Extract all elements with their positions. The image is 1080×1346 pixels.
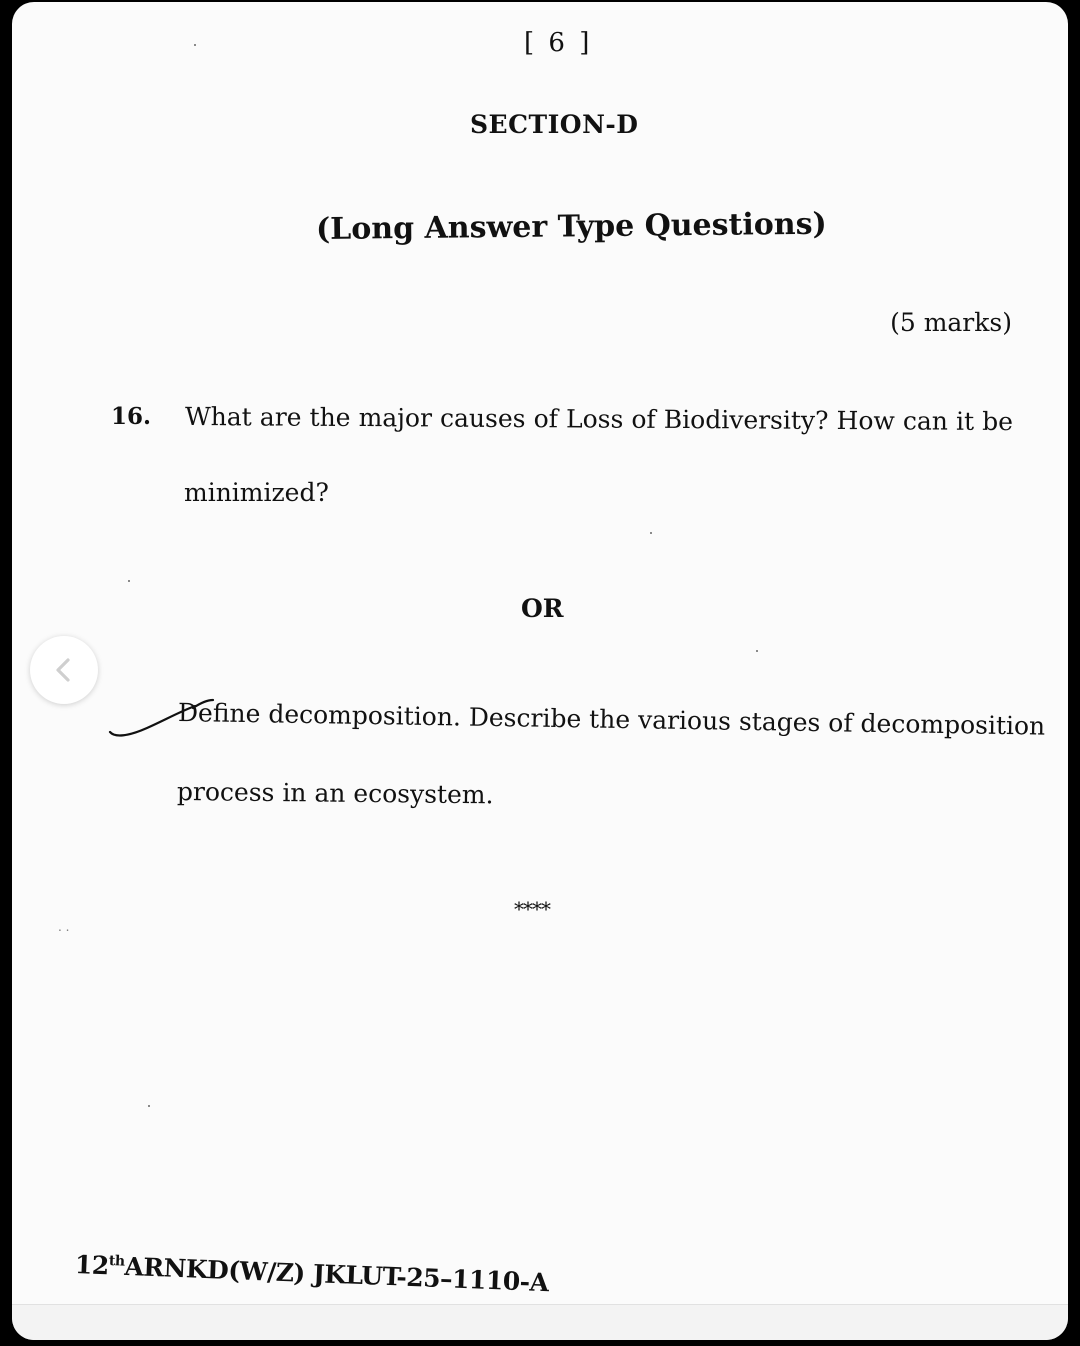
scan-speck [650, 532, 652, 534]
alternative-question-line1: Define decomposition. Describe the various stages of decomposition [177, 698, 1046, 741]
marks-label: (5 marks) [890, 308, 1012, 337]
scan-speck [194, 44, 196, 46]
scan-speck [128, 580, 130, 582]
section-title: SECTION-D [470, 110, 639, 139]
document-page [12, 2, 1068, 1340]
scan-speck: . . [58, 920, 70, 934]
section-subtitle: (Long Answer Type Questions) [315, 206, 827, 247]
footer-prefix: 12 [74, 1250, 110, 1281]
footer-superscript: th [108, 1252, 125, 1270]
scan-speck [148, 1105, 150, 1107]
previous-page-button[interactable] [30, 636, 98, 704]
alternative-question-line2: process in an ecosystem. [176, 777, 494, 810]
or-separator: OR [521, 594, 564, 623]
page-bottom-edge [12, 1304, 1068, 1340]
page-number: [ 6 ] [524, 28, 593, 58]
question-number: 16. [111, 403, 152, 430]
paper-code-footer [74, 1250, 549, 1297]
footer-code: ARNKD(W/Z) JKLUT-25–1110-A [123, 1251, 549, 1298]
question-text-line1: What are the major causes of Loss of Biodiversity? How can it be [184, 402, 1014, 437]
scan-speck [756, 650, 758, 652]
end-marker: **** [514, 897, 550, 921]
chevron-left-icon [49, 655, 79, 685]
question-text-line2: minimized? [184, 478, 329, 507]
